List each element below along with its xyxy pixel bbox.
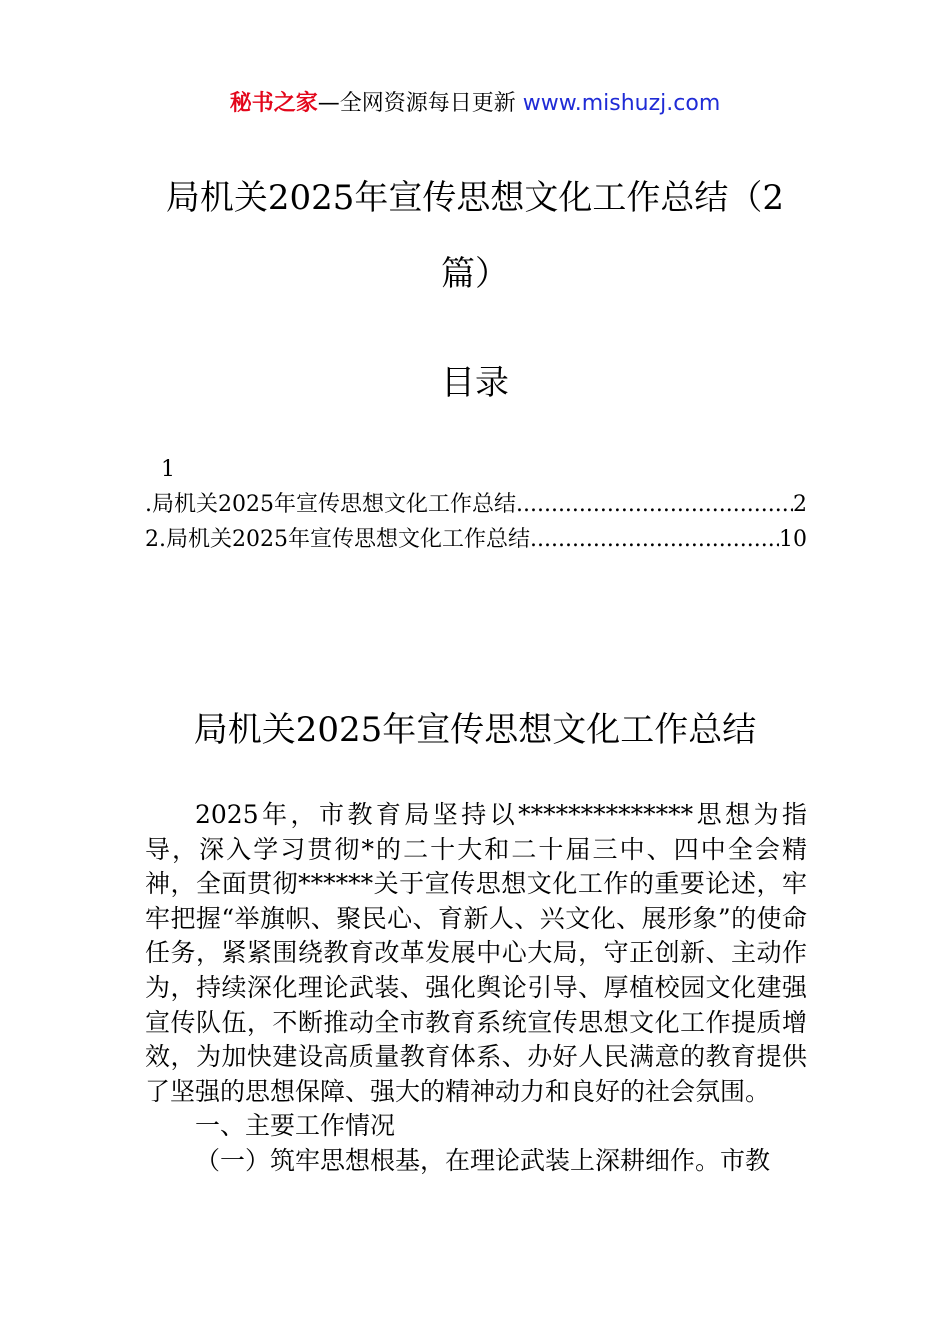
section-title: 局机关2025年宣传思想文化工作总结 <box>193 710 757 750</box>
toc-leader-dots <box>530 522 779 557</box>
toc-heading: 目录 <box>441 363 509 403</box>
document-title: 局机关2025年宣传思想文化工作总结（2篇） <box>165 178 785 294</box>
toc-item-label: 2.局机关2025年宣传思想文化工作总结 <box>145 527 530 552</box>
site-url-link[interactable]: www.mishuzj.com <box>522 91 721 116</box>
toc-item-2[interactable] <box>145 522 807 557</box>
toc-leader-dots <box>516 487 793 522</box>
header-slogan: —全网资源每日更新 <box>317 91 516 116</box>
toc-item-page: 10 <box>779 527 807 552</box>
site-header <box>0 88 950 120</box>
toc-item-label: .局机关2025年宣传思想文化工作总结 <box>145 492 516 517</box>
brand-name: 秘书之家 <box>229 91 318 116</box>
body-text <box>145 798 807 1179</box>
toc-item-number: 1 <box>161 457 175 482</box>
toc-item-1[interactable] <box>145 487 807 522</box>
table-of-contents <box>145 452 807 557</box>
intro-paragraph: 2025年，市教育局坚持以**************思想为指导，深入学习贯彻*的二十大和二十届三中、四中全会精神，全面贯彻******关于宣传思想文化工作的重要论述，牢牢把握“举旗帜、聚民心、育新人、兴文化、展形象”的使命任务，紧紧围绕教育改革发展中心大局，守正创新、主动作为，持续深化理论武装、强化舆论引导、厚植校园文化建强宣传队伍，不断推动全市教育系统宣传思想文化工作提质增效，为加快建设高质量教育体系、办好人民满意的教育提供了坚强的思想保障、强大的精神动力和良好的社会氛围。 <box>145 800 807 1106</box>
subheading-theory: （一）筑牢思想根基，在理论武装上深耕细作。市教 <box>195 1145 771 1175</box>
heading-main-work: 一、主要工作情况 <box>195 1111 396 1141</box>
toc-item-page: 2 <box>793 492 807 517</box>
